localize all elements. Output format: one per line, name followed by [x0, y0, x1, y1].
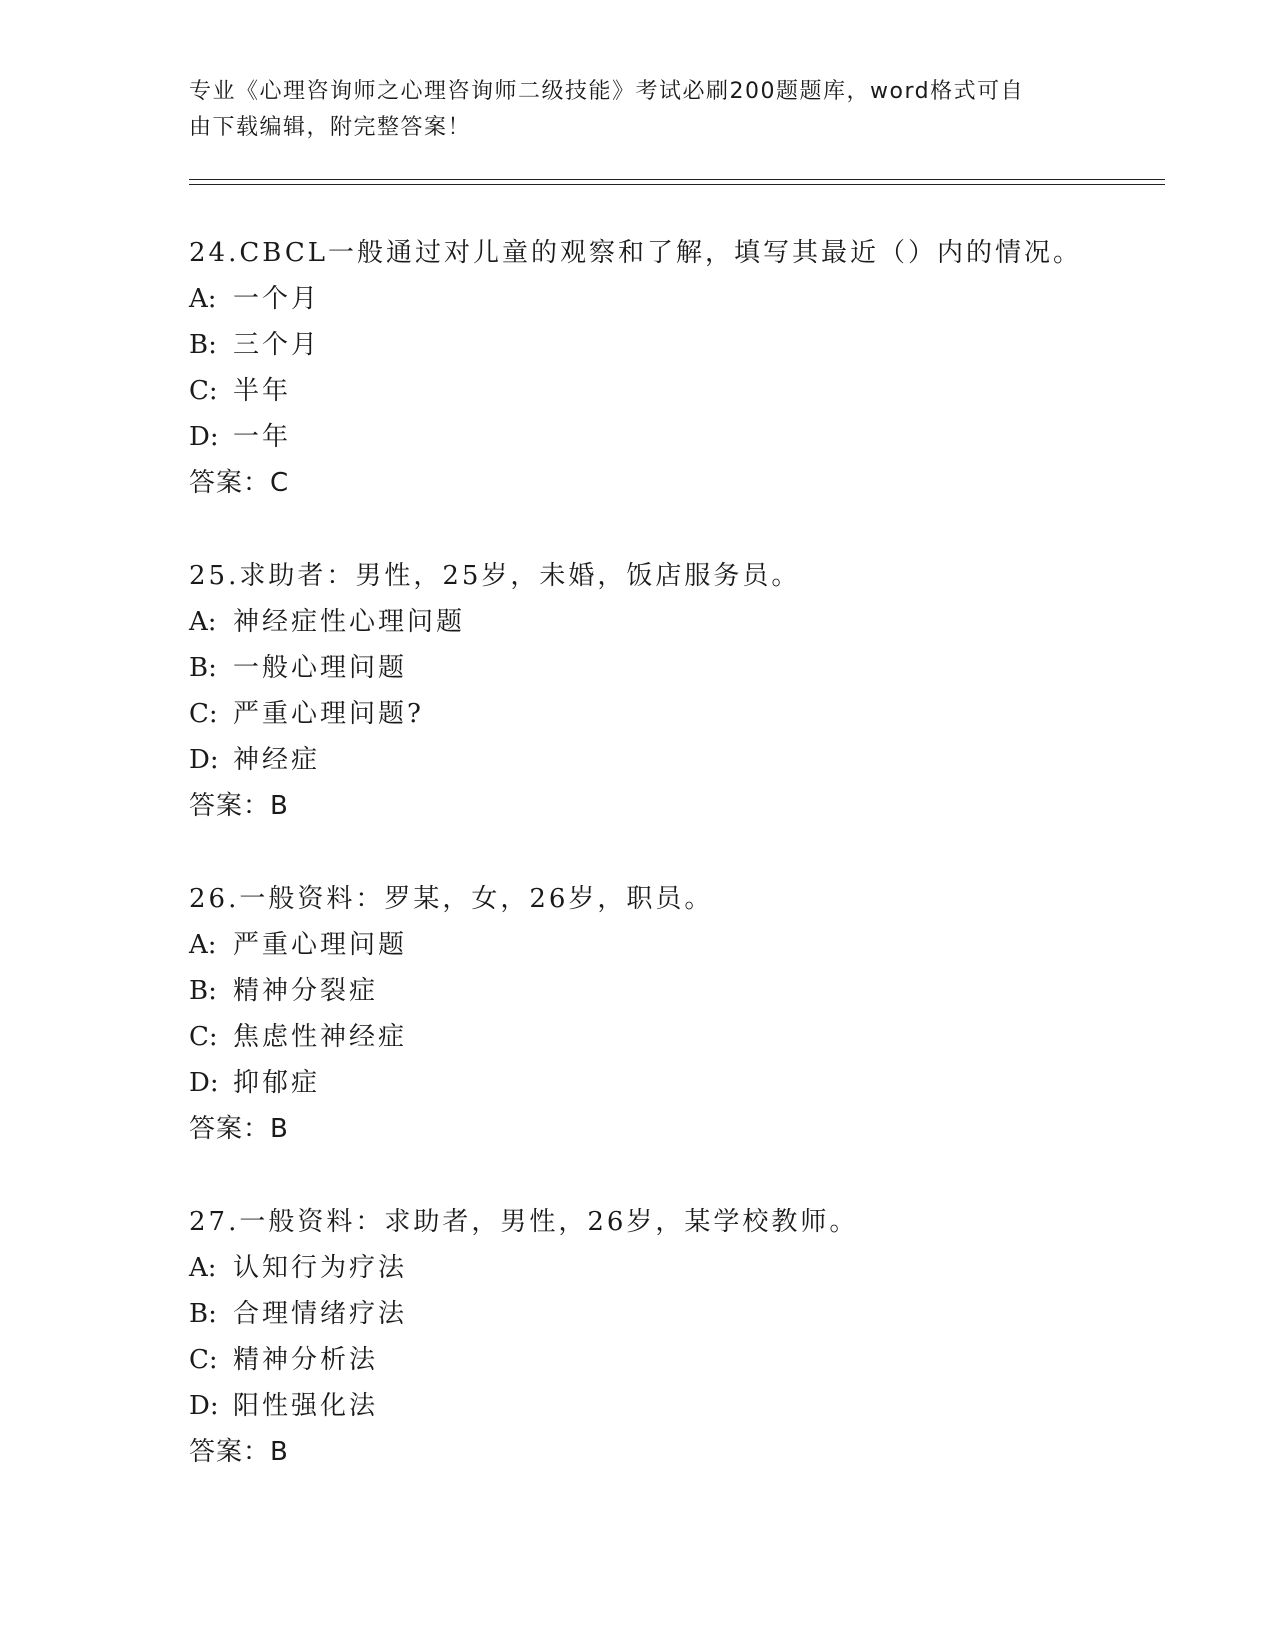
option-text: 严重心理问题?: [233, 699, 424, 729]
option-letter: C:: [189, 1022, 218, 1052]
option-text: 一年: [233, 422, 292, 452]
option-letter: D:: [189, 422, 219, 452]
option-text: 神经症性心理问题: [233, 607, 466, 637]
option-text: 半年: [233, 376, 292, 406]
option-text: 严重心理问题: [233, 930, 408, 960]
option-c: [189, 368, 1169, 414]
answer-line: 答案：B: [189, 1437, 289, 1467]
option-text: 认知行为疗法: [233, 1253, 408, 1283]
option-b: [189, 645, 1169, 691]
header-line-1: 专业《心理咨询师之心理咨询师二级技能》考试必刷200题题库，word格式可自: [189, 79, 1025, 104]
option-letter: C:: [189, 376, 218, 406]
option-text: 神经症: [233, 745, 321, 775]
question-block: [189, 876, 1169, 1152]
option-b: [189, 1291, 1169, 1337]
answer-line: 答案：B: [189, 791, 289, 821]
option-b: [189, 322, 1169, 368]
question-stem: 24.CBCL一般通过对儿童的观察和了解，填写其最近（）内的情况。: [189, 238, 1082, 268]
question-block: [189, 1199, 1169, 1475]
question-stem: 27.一般资料：求助者，男性，26岁，某学校教师。: [189, 1207, 859, 1237]
option-text: 精神分析法: [233, 1345, 379, 1375]
option-letter: D:: [189, 1391, 219, 1421]
option-text: 一个月: [233, 284, 321, 314]
option-text: 一般心理问题: [233, 653, 408, 683]
option-a: [189, 599, 1169, 645]
option-d: [189, 737, 1169, 783]
option-letter: B:: [189, 1299, 217, 1329]
option-letter: B:: [189, 976, 217, 1006]
answer-line: 答案：C: [189, 468, 290, 498]
option-a: [189, 922, 1169, 968]
header-line-2: 由下载编辑，附完整答案！: [189, 115, 472, 140]
option-text: 合理情绪疗法: [233, 1299, 408, 1329]
option-letter: A:: [189, 607, 217, 637]
answer-line: 答案：B: [189, 1114, 289, 1144]
question-stem: 26.一般资料：罗某，女，26岁，职员。: [189, 884, 714, 914]
option-letter: B:: [189, 653, 217, 683]
option-letter: C:: [189, 1345, 218, 1375]
option-text: 阳性强化法: [233, 1391, 379, 1421]
option-c: [189, 1014, 1169, 1060]
option-letter: A:: [189, 1253, 217, 1283]
option-text: 精神分裂症: [233, 976, 379, 1006]
option-letter: A:: [189, 284, 217, 314]
option-text: 焦虑性神经症: [233, 1022, 408, 1052]
option-b: [189, 968, 1169, 1014]
header-divider-bottom: [189, 184, 1165, 185]
option-d: [189, 1060, 1169, 1106]
option-letter: D:: [189, 745, 219, 775]
header-divider-top: [189, 179, 1165, 180]
option-c: [189, 691, 1169, 737]
question-block: [189, 553, 1169, 829]
option-letter: C:: [189, 699, 218, 729]
option-letter: D:: [189, 1068, 219, 1098]
document-header: [189, 74, 1089, 146]
option-d: [189, 1383, 1169, 1429]
question-stem: 25.求助者：男性，25岁，未婚，饭店服务员。: [189, 561, 801, 591]
option-d: [189, 414, 1169, 460]
option-letter: A:: [189, 930, 217, 960]
option-a: [189, 1245, 1169, 1291]
question-block: [189, 230, 1169, 506]
option-c: [189, 1337, 1169, 1383]
option-a: [189, 276, 1169, 322]
option-text: 三个月: [233, 330, 321, 360]
option-text: 抑郁症: [233, 1068, 321, 1098]
option-letter: B:: [189, 330, 217, 360]
